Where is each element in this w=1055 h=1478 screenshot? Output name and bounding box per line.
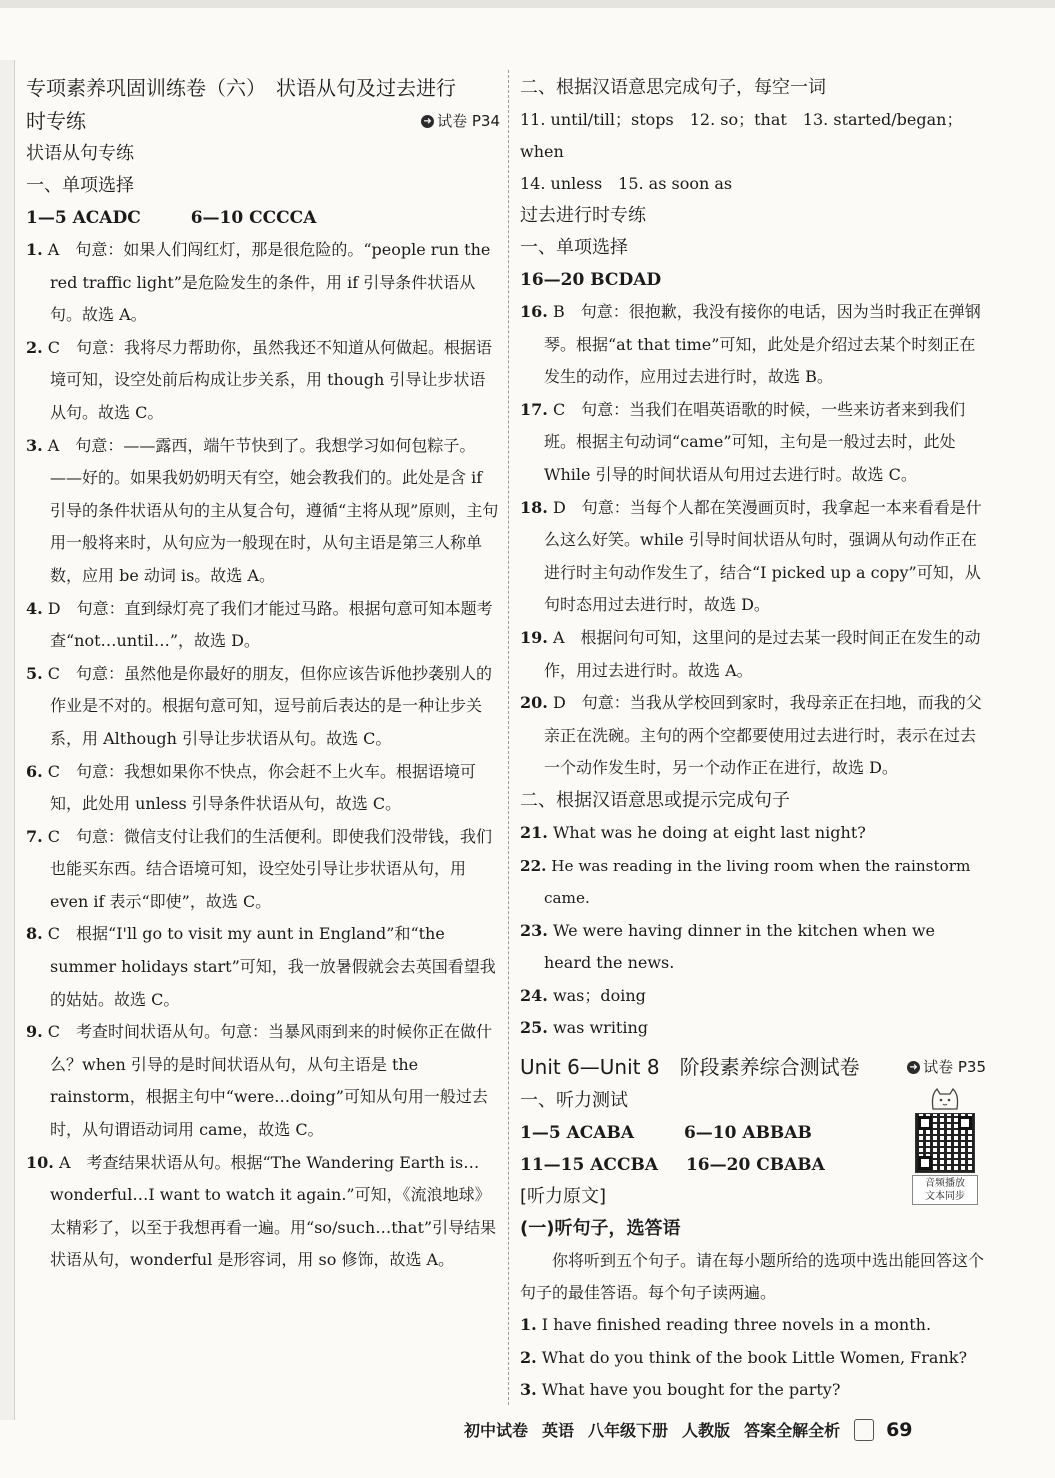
answer-item: 19. A 根据问句可知，这里问的是过去某一段时间正在发生的动作，用过去进行时。故选 A。 [520, 627, 981, 680]
footer-subject: 英语 [542, 1421, 575, 1440]
part-heading: 一、单项选择 [26, 175, 134, 196]
part-heading: 二、根据汉语意思或提示完成句子 [520, 789, 790, 811]
subsection-title: 过去进行时专练 [520, 205, 646, 226]
section-title-line2 [26, 105, 500, 138]
answer-line: 11. until/till；stops 12. so；that 13. started/began；when [520, 110, 963, 161]
arrow-icon: ➜ [421, 115, 434, 128]
answer-item: 22. He was reading in the living room when the rainstorm came. [520, 856, 971, 908]
footer-series: 初中试卷 [464, 1421, 529, 1440]
script-label: [听力原文] [520, 1186, 607, 1208]
answer-item: 5. C 句意：虽然他是你最好的朋友，但你应该告诉他抄袭别人的作业是不对的。根据句意可知，逗号前后表达的是一种让步关系，用 Although 引导让步状语从句。故选 C。 [26, 663, 493, 748]
answer-group: 6—10 ABBAB [683, 1123, 812, 1144]
answer-item: 10. A 考查结果状语从句。根据“The Wandering Earth is…wonderful…I want to watch it again.”可知，《流浪地球》太精彩了，以至于我想再看一遍。用“so/such…that”引导结果状语从句，wonderful 是形容词，用 so 修饰，故选 A。 [26, 1152, 497, 1270]
listening-sentence: 2. What do you think of the book Little Women, Frank? [520, 1347, 968, 1367]
answer-item: 6. C 句意：我想如果你不快点，你会赶不上火车。根据语境可知，此处用 unless 引导条件状语从句，故选 C。 [26, 761, 477, 814]
left-column [26, 72, 500, 1277]
part-heading: 一、单项选择 [520, 237, 628, 258]
answer-group: 1—5 ACABA [520, 1123, 635, 1144]
answer-item: 1. A 句意：如果人们闯红灯，那是很危险的。“people run the red traffic light”是危险发生的条件，用 if 引导条件状语从句。故选 A。 [26, 240, 491, 325]
page-reference [907, 1049, 986, 1085]
subsection-title: 状语从句专练 [26, 143, 134, 164]
book-icon [854, 1419, 874, 1441]
page-reference-label: 试卷 P34 [437, 112, 500, 130]
answer-item: 17. C 句意：当我们在唱英语歌的时候，一些来访者来到我们班。根据主句动词“came”可知，主句是一般过去时，此处 While 引导的时间状语从句用过去进行时。故选 C。 [520, 399, 966, 484]
listening-block [520, 1085, 986, 1407]
cat-mascot-icon [925, 1085, 965, 1111]
listening-sentence: 3. What have you bought for the party? [520, 1380, 841, 1400]
page-reference-label: 试卷 P35 [923, 1058, 986, 1077]
answer-item: 2. C 句意：我将尽力帮助你，虽然我还不知道从何做起。根据语境可知，设空处前后构成让步关系，用 though 引导让步状语从句。故选 C。 [26, 337, 493, 422]
binding-edge [0, 60, 15, 1420]
answer-item: 9. C 考查时间状语从句。句意：当暴风雨到来的时候你正在做什么？when 引导的是时间状语从句，从句主语是 the rainstorm，根据主句中“were…doing”可知从句用一般过去时，从句谓语动词用 came，故选 C。 [26, 1022, 493, 1140]
qr-code-block [912, 1085, 978, 1205]
footer-book-title: 答案全解全析 [744, 1421, 841, 1440]
answer-group: 16—20 CBABA [685, 1155, 825, 1176]
answer-group: 1—5 ACADC [26, 208, 141, 228]
listening-part-title: (一)听句子，选答语 [520, 1218, 681, 1240]
scan-top-edge [0, 0, 1055, 8]
answer-item: 23. We were having dinner in the kitchen when we heard the news. [520, 920, 935, 973]
title-continuation: 时专练 [26, 109, 86, 133]
page-footer [464, 1418, 984, 1441]
answer-item: 16. B 句意：很抱歉，我没有接你的电话，因为当时我正在弹钢琴。根据“at that time”可知，此处是介绍过去某个时刻正在发生的动作，应用过去进行时，故选 B。 [520, 302, 981, 387]
answer-key [26, 202, 500, 234]
answer-line: 14. unless 15. as soon as [520, 174, 733, 193]
answer-item: 21. What was he doing at eight last night? [520, 822, 866, 842]
footer-edition: 人教版 [682, 1421, 731, 1440]
answer-item: 20. D 句意：当我从学校回到家时，我母亲正在扫地，而我的父亲正在洗碗。主句的两个空都要使用过去进行时，表示在过去一个动作发生时，另一个动作正在进行，故选 D。 [520, 693, 982, 778]
answer-group: 6—10 CCCCA [190, 208, 317, 228]
part-heading: 二、根据汉语意思完成句子，每空一词 [520, 77, 826, 98]
page-reference [421, 105, 500, 138]
listening-sentence: 1. I have finished reading three novels in a month. [520, 1315, 932, 1335]
instructions: 你将听到五个句子。请在每小题所给的选项中选出能回答这个句子的最佳答语。每个句子读两遍。 [520, 1251, 985, 1303]
arrow-icon: ➜ [907, 1061, 920, 1074]
column-divider [508, 70, 509, 1405]
answer-item: 7. C 句意：微信支付让我们的生活便利。即使我们没带钱，我们也能买东西。结合语境可知，设空处引导让步状语从句，用 even if 表示“即使”，故选 C。 [26, 826, 493, 911]
right-column [520, 72, 986, 1407]
answer-item: 24. was；doing [520, 985, 646, 1005]
answer-key: 16—20 BCDAD [520, 270, 662, 290]
unit-test-title [520, 1049, 986, 1085]
answer-item: 3. A 句意：——露西，端午节快到了。我想学习如何包粽子。——好的。如果我奶奶明天有空，她会教我们的。此处是含 if 引导的条件状语从句的主从复合句，遵循“主将从现”原则，主句用一般将来时，从句应为一般现在时，从句主语是第三人称单数，应用 be 动词 is。故选 A。 [26, 435, 499, 585]
section-title: 专项素养巩固训练卷（六） 状语从句及过去进行 [26, 76, 456, 100]
footer-grade: 八年级下册 [588, 1421, 669, 1440]
part-heading: 一、听力测试 [520, 1090, 628, 1112]
answer-group: 11—15 ACCBA [520, 1155, 659, 1176]
page-number: 69 [886, 1418, 913, 1441]
answer-item: 18. D 句意：当每个人都在笑漫画页时，我拿起一本来看看是什么这么好笑。while 引导时间状语从句时，强调从句动作正在进行时主句动作发生了，结合“I picked up a copy”可知，从句时态用过去进行时，故选 D。 [520, 497, 982, 615]
answer-item: 25. was writing [520, 1018, 649, 1038]
qr-code[interactable] [915, 1113, 975, 1173]
qr-caption: 音频播放 文本同步 [912, 1175, 978, 1205]
answer-item: 4. D 句意：直到绿灯亮了我们才能过马路。根据句意可知本题考查“not…until…”，故选 D。 [26, 598, 493, 651]
answer-item: 8. C 根据“I'll go to visit my aunt in England”和“the summer holidays start”可知，我一放暑假就会去英国看望我的姑姑。故选 C。 [26, 924, 496, 1009]
unit-test-title-text: Unit 6—Unit 8 阶段素养综合测试卷 [520, 1055, 860, 1080]
